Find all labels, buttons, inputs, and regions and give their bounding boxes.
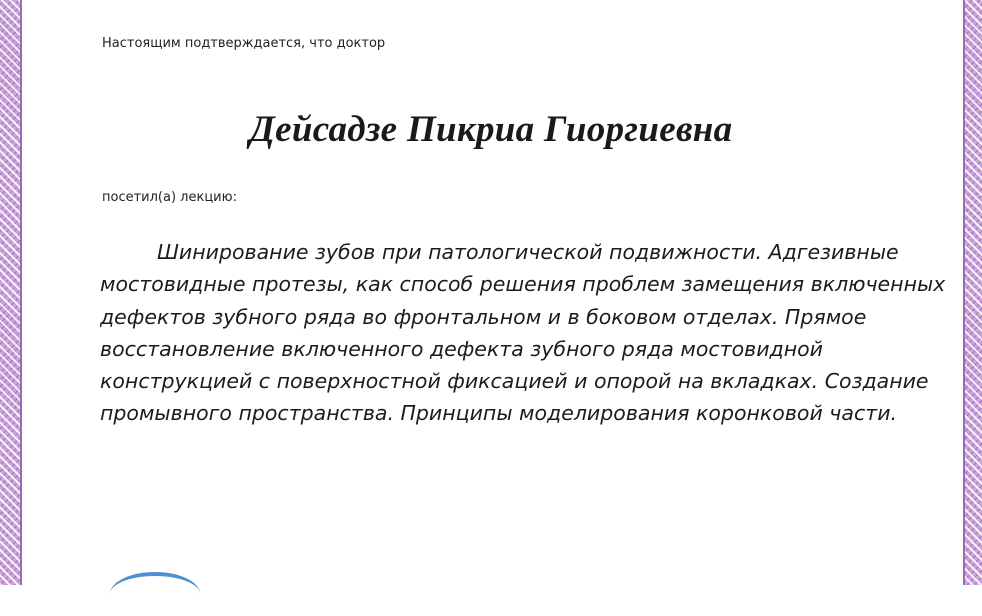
stamp-seal <box>110 572 200 616</box>
decorative-border-left <box>0 0 22 585</box>
recipient-name: Дейсадзе Пикриа Гиоргиевна <box>249 109 733 150</box>
intro-text: Настоящим подтверждается, что доктор <box>102 36 386 51</box>
attended-label: посетил(а) лекцию: <box>102 190 237 205</box>
decorative-border-right <box>963 0 982 585</box>
lecture-title: Шинирование зубов при патологической подвижности. Адгезивные мостовидные протезы, как способ решения проблем замещения включенных дефектов зубного ряда во фронтальном и в боковом отделах. Прямое восстановление включенного дефекта зубного ряда мостовидной конструкцией с поверхностной фиксацией и опорой на вкладках. Создание промывного пространства. Принципы моделирования коронковой части. <box>100 240 946 426</box>
